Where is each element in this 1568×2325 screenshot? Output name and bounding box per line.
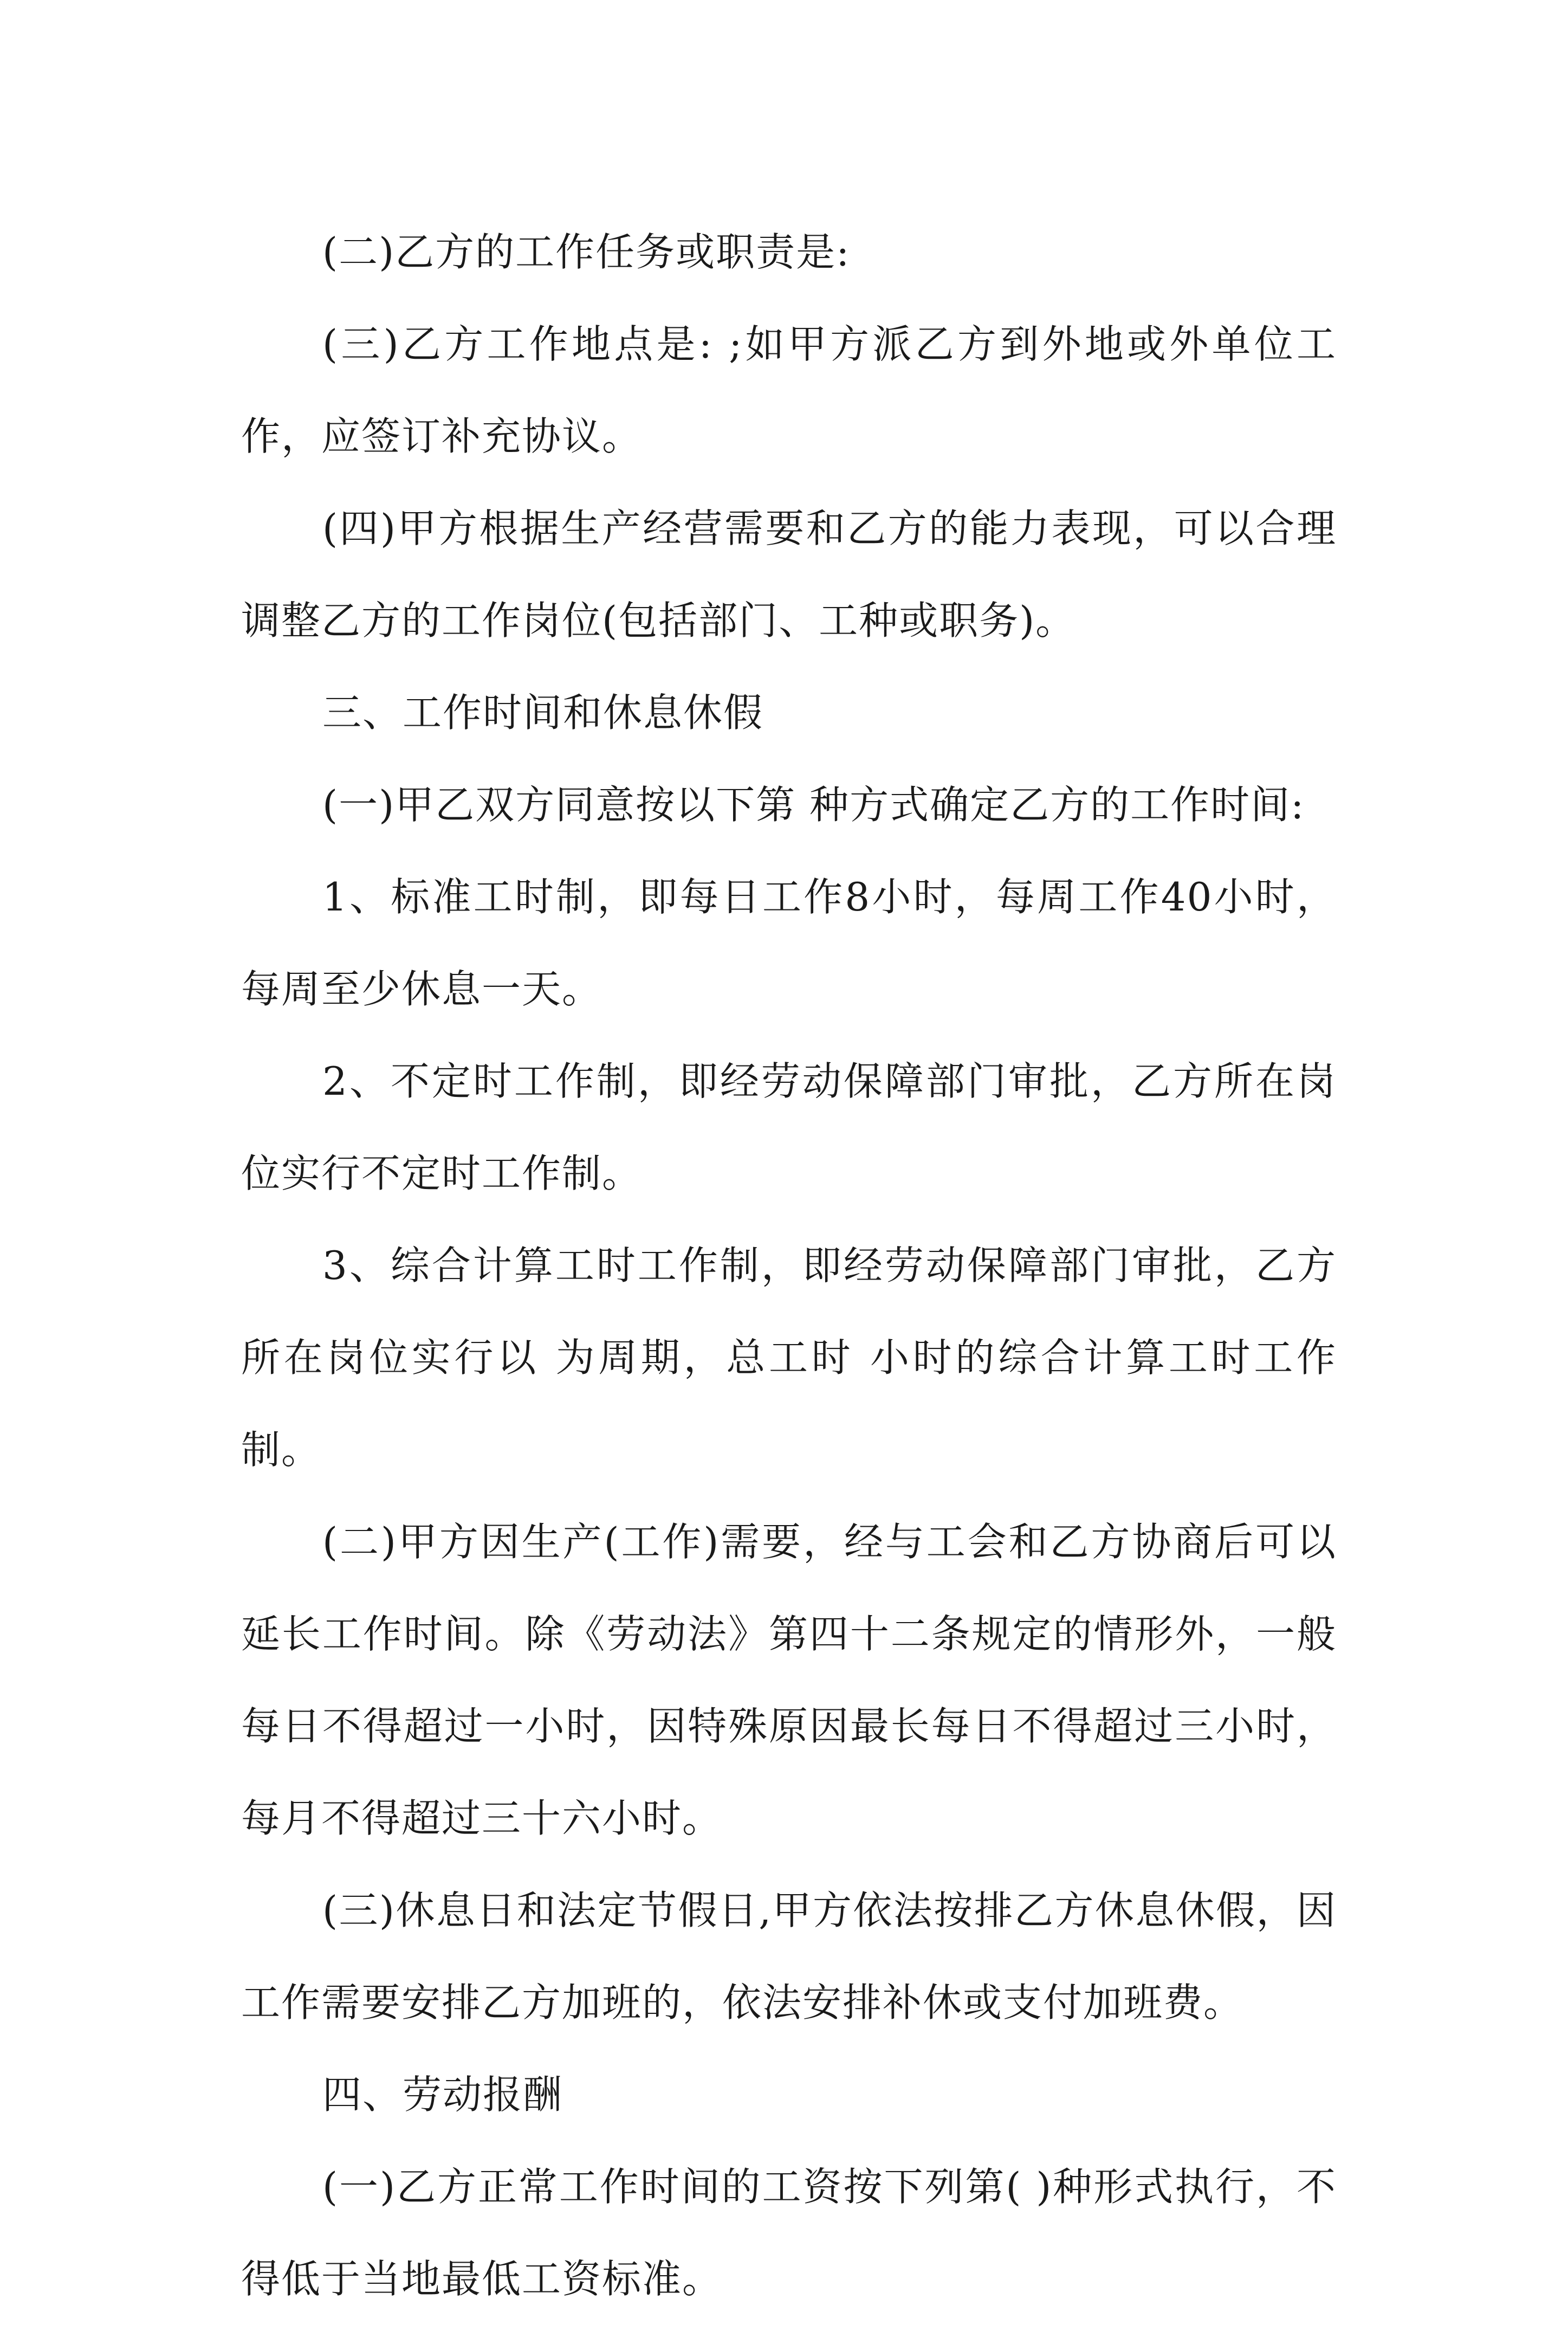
paragraph-standard-hours: 1、标准工时制，即每日工作8小时，每周工作40小时，每周至少休息一天。: [241, 874, 1337, 1012]
paragraph-position-adjustment: (四)甲方根据生产经营需要和乙方的能力表现，可以合理调整乙方的工作岗位(包括部门、工种或职务)。: [241, 506, 1337, 643]
paragraph-overtime-limits: (二)甲方因生产(工作)需要，经与工会和乙方协商后可以延长工作时间。除《劳动法》第四十二条规定的情形外，一般每日不得超过一小时，因特殊原因最长每日不得超过三小时，每月不得超过三十六小时。: [241, 1519, 1337, 1841]
paragraph-work-duties: (二)乙方的工作任务或职责是:: [322, 229, 851, 275]
document-body: [241, 206, 1337, 2325]
paragraph-rest-days: (三)休息日和法定节假日,甲方依法按排乙方休息休假，因工作需要安排乙方加班的，依法安排补休或支付加班费。: [241, 1888, 1337, 2025]
paragraph-working-hours-mode: (一)甲乙双方同意按以下第 种方式确定乙方的工作时间:: [322, 782, 1305, 828]
section-heading-working-hours: 三、工作时间和休息休假: [322, 690, 764, 735]
paragraph-flexible-hours: 2、不定时工作制，即经劳动保障部门审批，乙方所在岗位实行不定时工作制。: [241, 1058, 1337, 1196]
paragraph-comprehensive-hours: 3、综合计算工时工作制，即经劳动保障部门审批，乙方所在岗位实行以 为周期，总工时 小时的综合计算工时工作制。: [241, 1243, 1337, 1472]
section-heading-remuneration: 四、劳动报酬: [322, 2072, 563, 2117]
paragraph-work-location: (三)乙方工作地点是: ;如甲方派乙方到外地或外单位工作，应签订补充协议。: [241, 321, 1337, 459]
paragraph-wage-form: (一)乙方正常工作时间的工资按下列第( )种形式执行，不得低于当地最低工资标准。: [241, 2164, 1337, 2302]
